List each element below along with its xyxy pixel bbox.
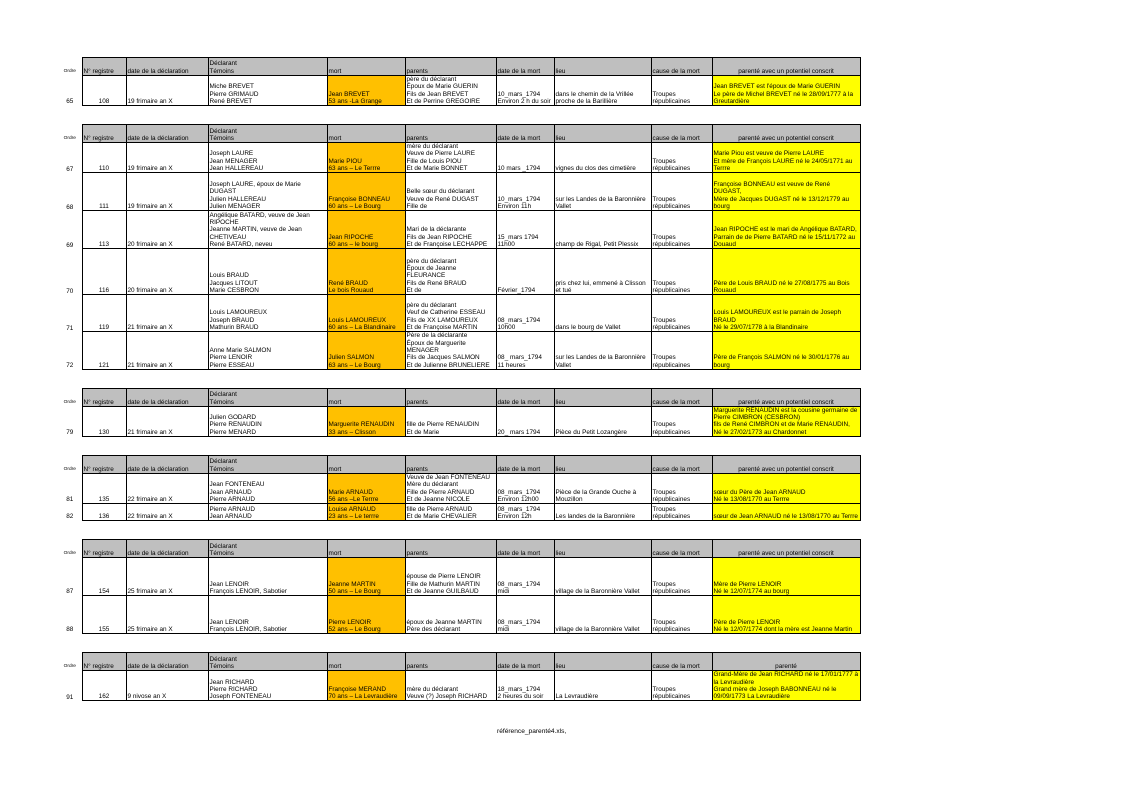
- cell-mort: Jean RIPOCHE 60 ans – le bourg: [327, 211, 405, 249]
- table-row: [58, 249, 860, 295]
- cell-declarant: Jean LENOIR François LENOIR, Sabotier: [208, 558, 327, 596]
- header-lieu: lieu: [554, 125, 651, 143]
- cell-mort: Marguerite RENAUDIN 33 ans – Clisson: [327, 406, 405, 436]
- header-date-mort: date de la mort: [496, 653, 554, 671]
- cell-lieu: village de la Baronnière Vallet: [554, 596, 651, 634]
- cell-date-declaration: 25 frimaire an X: [126, 596, 208, 634]
- cell-registre: 111: [82, 173, 126, 211]
- header-registre: N° registre: [82, 388, 126, 406]
- header-mort: mort: [327, 388, 405, 406]
- header-parents: parents: [405, 125, 496, 143]
- cell-parente: Marie Piou est veuve de Pierre LAURE Et mère de François LAURE né le 24/05/1771 au Terrre: [712, 143, 860, 173]
- cell-mort: Marie ARNAUD 56 ans –Le Terrre: [327, 474, 405, 504]
- cell-date-declaration: 22 frimaire an X: [126, 504, 208, 521]
- cell-parents: époux de Jeanne MARTIN Père des déclarant: [405, 596, 496, 634]
- table-row: [58, 143, 860, 173]
- cell-ordre: 87: [66, 588, 74, 596]
- record-table-block: [58, 455, 860, 521]
- cell-declarant: Louis BRAUD Jacques LITOUT Marie CESBRON: [208, 249, 327, 295]
- header-parents: parents: [405, 653, 496, 671]
- cell-date-declaration: 25 frimaire an X: [126, 558, 208, 596]
- cell-date-mort: 08_mars_1794 midi: [496, 558, 554, 596]
- cell-mort: Françoise BONNEAU 60 ans – Le Bourg: [327, 173, 405, 211]
- cell-declarant: Louis LAMOUREUX Joseph BRAUD Mathurin BRAUD: [208, 295, 327, 332]
- cell-parents: père du déclarant Veuf de Catherine ESSEAU Fils de XX LAMOUREUX Et de Françoise MARTIN: [405, 295, 496, 332]
- cell-lieu: dans le bourg de Vallet: [554, 295, 651, 332]
- header-ordre: Ordre: [58, 540, 82, 558]
- cell-declarant: Anne Marie SALMON Pierre LENOIR Pierre ESSEAU: [208, 332, 327, 369]
- header-parente: parenté avec un potentiel conscrit: [712, 540, 860, 558]
- header-date-mort: date de la mort: [496, 388, 554, 406]
- cell-mort: Jeanne MARTIN 50 ans – Le Bourg: [327, 558, 405, 596]
- header-mort: mort: [327, 540, 405, 558]
- cell-ordre: 68: [66, 203, 74, 211]
- cell-lieu: vignes du clos des cimetière: [554, 143, 651, 173]
- cell-registre: 136: [82, 504, 126, 521]
- cell-ordre: 91: [66, 693, 74, 701]
- header-ordre: Ordre: [58, 125, 82, 143]
- cell-date-mort: 08_mars_1794 10h00: [496, 295, 554, 332]
- header-date-declaration: date de la déclaration: [126, 540, 208, 558]
- cell-parente: Père de François SALMON né le 30/01/1776 au bourg: [712, 332, 860, 369]
- header-row: [58, 456, 860, 474]
- header-cause: cause de la mort: [651, 653, 712, 671]
- header-parents: parents: [405, 388, 496, 406]
- cell-parents: Père de la déclarante Époux de Marguerite MENAGER Fils de Jacques SALMON Et de Julienne BRUNELIERE: [405, 332, 496, 369]
- cell-ordre: 81: [66, 496, 74, 504]
- header-declarant: Déclarant Témoins: [208, 653, 327, 671]
- header-date-declaration: date de la déclaration: [126, 388, 208, 406]
- cell-parente: Mère de Pierre LENOIR Né le 12/07/1774 au bourg: [712, 558, 860, 596]
- cell-lieu: Pièce du Petit Lozangère: [554, 406, 651, 436]
- cell-date-mort: 10 mars _1794: [496, 143, 554, 173]
- header-date-mort: date de la mort: [496, 456, 554, 474]
- cell-parents: Veuve de Jean FONTENEAU Mère du déclarant Fille de Pierre ARNAUD Et de Jeanne NICOLE: [405, 474, 496, 504]
- cell-lieu: Pièce de la Grande Ouche à Mouzillon: [554, 474, 651, 504]
- cell-cause: Troupes républicaines: [651, 295, 712, 332]
- file-reference-footer: référence_parenté4.xls,: [497, 728, 567, 735]
- record-table: [58, 652, 861, 701]
- cell-parents: fille de Pierre ARNAUD Et de Marie CHEVALIER: [405, 504, 496, 521]
- cell-mort: Julien SALMON 63 ans – Le Bourg: [327, 332, 405, 369]
- cell-parents: épouse de Pierre LENOIR Fille de Mathurin MARTIN Et de Jeanne GUILBAUD: [405, 558, 496, 596]
- cell-parente: Père de Pierre LENOIR Né le 12/07/1774 dont la mère est Jeanne Martin: [712, 596, 860, 634]
- header-ordre: Ordre: [58, 58, 82, 76]
- cell-cause: Troupes républicaines: [651, 474, 712, 504]
- cell-cause: Troupes républicaines: [651, 143, 712, 173]
- cell-ordre: 82: [66, 513, 74, 521]
- cell-date-declaration: 19 frimaire an X: [126, 76, 208, 106]
- header-mort: mort: [327, 58, 405, 76]
- cell-ordre: 72: [66, 362, 74, 370]
- header-registre: N° registre: [82, 125, 126, 143]
- table-row: [58, 474, 860, 504]
- header-row: [58, 58, 860, 76]
- cell-date-mort: 15_mars 1794 11h00: [496, 211, 554, 249]
- cell-mort: Françoise MERAND 70 ans – La Levraudière: [327, 671, 405, 701]
- cell-mort: Jean BREVET 53 ans -La Grange: [327, 76, 405, 106]
- header-declarant: Déclarant Témoins: [208, 58, 327, 76]
- header-parente: parenté avec un potentiel conscrit: [712, 456, 860, 474]
- header-date-mort: date de la mort: [496, 58, 554, 76]
- cell-registre: 108: [82, 76, 126, 106]
- header-parente: parenté avec un potentiel conscrit: [712, 388, 860, 406]
- cell-lieu: dans le chemin de la Vrillée proche de la Barillière: [554, 76, 651, 106]
- cell-date-mort: 08_ mars_1794 11 heures: [496, 332, 554, 369]
- header-declarant: Déclarant Témoins: [208, 388, 327, 406]
- header-row: [58, 540, 860, 558]
- cell-date-declaration: 21 frimaire an X: [126, 332, 208, 369]
- header-registre: N° registre: [82, 58, 126, 76]
- header-parente: parenté: [712, 653, 860, 671]
- cell-lieu: Les landes de la Baronnière: [554, 504, 651, 521]
- cell-date-declaration: 21 frimaire an X: [126, 295, 208, 332]
- cell-cause: Troupes républicaines: [651, 76, 712, 106]
- header-date-mort: date de la mort: [496, 125, 554, 143]
- cell-registre: 119: [82, 295, 126, 332]
- cell-parents: mère du déclarant Veuve (?) Joseph RICHARD: [405, 671, 496, 701]
- header-cause: cause de la mort: [651, 58, 712, 76]
- cell-ordre: 79: [66, 429, 74, 437]
- header-cause: cause de la mort: [651, 540, 712, 558]
- header-lieu: lieu: [554, 58, 651, 76]
- cell-declarant: Angélique BATARD, veuve de Jean RIPOCHE Jeanne MARTIN, veuve de Jean CHETIVEAU René BATARD, neveu: [208, 211, 327, 249]
- cell-lieu: champ de Rigal, Petit Plessix: [554, 211, 651, 249]
- header-date-declaration: date de la déclaration: [126, 653, 208, 671]
- cell-parente: Françoise BONNEAU est veuve de René DUGAST, Mère de Jacques DUGAST né le 13/12/1779 au bourg: [712, 173, 860, 211]
- table-row: [58, 76, 860, 106]
- cell-parents: Belle sœur du déclarant Veuve de René DUGAST Fille de: [405, 173, 496, 211]
- cell-date-mort: 10_mars_1794 Environ 2 h du soir: [496, 76, 554, 106]
- table-row: [58, 504, 860, 521]
- cell-date-declaration: 22 frimaire an X: [126, 474, 208, 504]
- table-row: [58, 332, 860, 369]
- cell-cause: Troupes républicaines: [651, 332, 712, 369]
- header-date-mort: date de la mort: [496, 540, 554, 558]
- cell-date-mort: 18_mars_1794 2 heures du soir: [496, 671, 554, 701]
- header-date-declaration: date de la déclaration: [126, 125, 208, 143]
- record-table: [58, 124, 861, 370]
- record-table-block: [58, 124, 860, 370]
- cell-declarant: Joseph LAURE, époux de Marie DUGAST Julien HALLEREAU Julien MENAGER: [208, 173, 327, 211]
- cell-cause: Troupes républicaines: [651, 249, 712, 295]
- header-parents: parents: [405, 456, 496, 474]
- cell-parente: Louis LAMOUREUX est le parrain de Joseph BRAUD Né le 29/07/1778 à la Blandinaire: [712, 295, 860, 332]
- header-lieu: lieu: [554, 653, 651, 671]
- table-row: [58, 671, 860, 701]
- record-table: [58, 57, 861, 106]
- cell-mort: René BRAUD Le bois Rouaud: [327, 249, 405, 295]
- cell-date-declaration: 19 frimaire an X: [126, 173, 208, 211]
- cell-registre: 110: [82, 143, 126, 173]
- header-row: [58, 125, 860, 143]
- cell-parents: père du déclarant Époux de Marie GUERIN Fils de Jean BREVET Et de Perrine GREGOIRE: [405, 76, 496, 106]
- cell-date-declaration: 9 nivose an X: [126, 671, 208, 701]
- header-declarant: Déclarant Témoins: [208, 456, 327, 474]
- header-parents: parents: [405, 58, 496, 76]
- cell-date-declaration: 19 frimaire an X: [126, 143, 208, 173]
- header-parente: parenté avec un potentiel conscrit: [712, 125, 860, 143]
- cell-lieu: pris chez lui, emmené à Clisson et tué: [554, 249, 651, 295]
- cell-ordre: 88: [66, 626, 74, 634]
- cell-date-mort: 08_mars_1794 Environ 12h: [496, 504, 554, 521]
- cell-cause: Troupes républicaines: [651, 596, 712, 634]
- header-declarant: Déclarant Témoins: [208, 540, 327, 558]
- cell-cause: Troupes républicaines: [651, 504, 712, 521]
- cell-parente: Jean BREVET est l'époux de Marie GUERIN Le père de Michel BREVET né le 28/09/1777 à la Greutardière: [712, 76, 860, 106]
- header-lieu: lieu: [554, 388, 651, 406]
- record-table: [58, 455, 861, 521]
- header-cause: cause de la mort: [651, 388, 712, 406]
- cell-parente: Grand-Mère de Jean RICHARD né le 17/01/1777 à la Levraudière Grand mère de Joseph BABONNEAU né le 09/09/1773 La Levraudière: [713, 671, 859, 701]
- header-mort: mort: [327, 125, 405, 143]
- cell-mort: Louise ARNAUD 23 ans – Le terrre: [327, 504, 405, 521]
- table-row: [58, 406, 860, 436]
- header-cause: cause de la mort: [651, 456, 712, 474]
- header-row: [58, 653, 860, 671]
- cell-declarant: Joseph LAURE Jean MENAGER Jean HALLEREAU: [208, 143, 327, 173]
- spreadsheet-printout: [58, 57, 860, 719]
- cell-registre: 113: [82, 211, 126, 249]
- cell-date-declaration: 20 frimaire an X: [126, 211, 208, 249]
- cell-cause: Troupes républicaines: [651, 671, 712, 701]
- cell-mort: Louis LAMOUREUX 60 ans – La Blandinaire: [327, 295, 405, 332]
- header-parents: parents: [405, 540, 496, 558]
- cell-registre: 116: [82, 249, 126, 295]
- header-parente: parenté avec un potentiel conscrit: [712, 58, 860, 76]
- cell-lieu: sur les Landes de la Baronnière Vallet: [554, 173, 651, 211]
- table-row: [58, 295, 860, 332]
- record-table: [58, 539, 861, 634]
- cell-date-mort: Février_1794: [496, 249, 554, 295]
- cell-lieu: sur les Landes de la Baronnière Vallet: [554, 332, 651, 369]
- cell-date-declaration: 21 frimaire an X: [126, 406, 208, 436]
- header-lieu: lieu: [554, 456, 651, 474]
- cell-parents: fille de Pierre RENAUDIN Et de Marie: [405, 406, 496, 436]
- cell-lieu: village de la Baronnière Vallet: [554, 558, 651, 596]
- header-registre: N° registre: [82, 653, 126, 671]
- header-ordre: Ordre: [58, 653, 82, 671]
- record-table-block: [58, 539, 860, 634]
- cell-parents: père du déclarant Époux de Jeanne FLEURANCE Fils de René BRAUD Et de: [405, 249, 496, 295]
- cell-parente: Père de Louis BRAUD né le 27/08/1775 au Bois Rouaud: [712, 249, 860, 295]
- cell-lieu: La Levraudière: [554, 671, 651, 701]
- cell-declarant: Jean RICHARD Pierre RICHARD Joseph FONTENEAU: [208, 671, 327, 701]
- header-declarant: Déclarant Témoins: [208, 125, 327, 143]
- cell-parents: mère du déclarant Veuve de Pierre LAURE Fille de Louis PIOU Et de Marie BONNET: [405, 143, 496, 173]
- cell-registre: 135: [82, 474, 126, 504]
- table-row: [58, 596, 860, 634]
- cell-ordre: 67: [66, 165, 74, 173]
- cell-date-mort: 08_mars_1794 Environ 12h00: [496, 474, 554, 504]
- header-registre: N° registre: [82, 540, 126, 558]
- cell-declarant: Pierre ARNAUD Jean ARNAUD: [208, 504, 327, 521]
- cell-parents: Mari de la déclarante Fils de Jean RIPOCHE Et de Françoise LECHAPPE: [405, 211, 496, 249]
- header-mort: mort: [327, 456, 405, 474]
- header-ordre: Ordre: [58, 388, 82, 406]
- cell-declarant: Jean LENOIR François LENOIR, Sabotier: [208, 596, 327, 634]
- table-row: [58, 173, 860, 211]
- record-table-block: [58, 388, 860, 437]
- cell-cause: Troupes républicaines: [651, 406, 712, 436]
- cell-declarant: Miche BREVET Pierre GRIMAUD René BREVET: [208, 76, 327, 106]
- table-row: [58, 211, 860, 249]
- header-mort: mort: [327, 653, 405, 671]
- header-date-declaration: date de la déclaration: [126, 58, 208, 76]
- record-table-block: [58, 652, 860, 701]
- cell-ordre: 71: [66, 324, 74, 332]
- cell-registre: 162: [82, 671, 126, 701]
- cell-registre: 130: [82, 406, 126, 436]
- cell-registre: 154: [82, 558, 126, 596]
- cell-registre: 155: [82, 596, 126, 634]
- header-ordre: Ordre: [58, 456, 82, 474]
- cell-declarant: Jean FONTENEAU Jean ARNAUD Pierre ARNAUD: [208, 474, 327, 504]
- header-lieu: lieu: [554, 540, 651, 558]
- cell-parente: Marguerite RENAUDIN est la cousine germaine de Pierre CIMBRON (CESBRON) fils de René CIMBRON et de Marie RENAUDIN, Né le 27/02/1773 au Chardonnet: [712, 406, 860, 436]
- cell-ordre: 69: [66, 241, 74, 249]
- cell-mort: Pierre LENOIR 52 ans – Le Bourg: [327, 596, 405, 634]
- cell-date-mort: 08_mars_1794 midi: [496, 596, 554, 634]
- header-date-declaration: date de la déclaration: [126, 456, 208, 474]
- header-registre: N° registre: [82, 456, 126, 474]
- cell-parente: sœur de Jean ARNAUD né le 13/08/1770 au Terrre: [712, 504, 860, 521]
- cell-declarant: Julien GODARD Pierre RENAUDIN Pierre MENARD: [208, 406, 327, 436]
- cell-cause: Troupes républicaines: [651, 173, 712, 211]
- cell-ordre: 70: [66, 287, 74, 295]
- cell-mort: Marie PIOU 63 ans – Le Terrre: [327, 143, 405, 173]
- cell-date-mort: 20_ mars 1794: [496, 406, 554, 436]
- record-table: [58, 388, 861, 437]
- header-cause: cause de la mort: [651, 125, 712, 143]
- header-row: [58, 388, 860, 406]
- table-row: [58, 558, 860, 596]
- cell-ordre: 65: [66, 98, 74, 106]
- record-table-block: [58, 57, 860, 106]
- cell-parente: Jean RIPOCHE est le mari de Angélique BATARD, Parrain de de Pierre BATARD né le 15/11/1772 au Douaud: [712, 211, 860, 249]
- cell-registre: 121: [82, 332, 126, 369]
- cell-date-mort: 10_mars_1794 Environ 11h: [496, 173, 554, 211]
- cell-cause: Troupes républicaines: [651, 558, 712, 596]
- cell-cause: Troupes républicaines: [651, 211, 712, 249]
- cell-date-declaration: 20 frimaire an X: [126, 249, 208, 295]
- cell-parente: sœur du Père de Jean ARNAUD Né le 13/08/1770 au Terrre: [712, 474, 860, 504]
